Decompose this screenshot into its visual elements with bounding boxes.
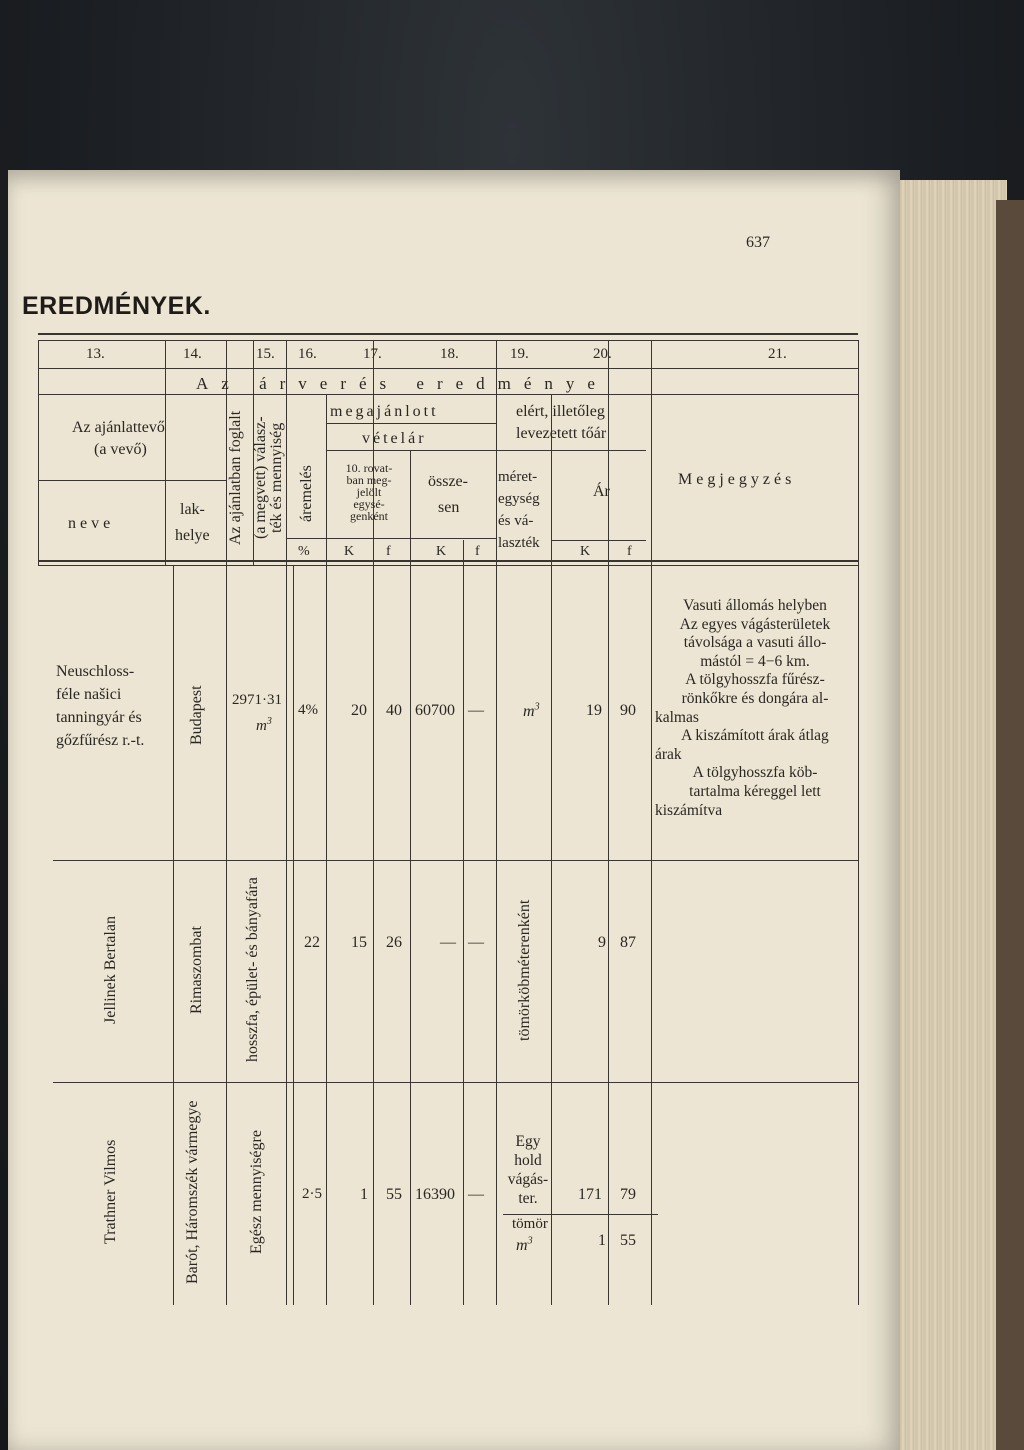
rule-kf: [286, 538, 496, 539]
vline-5: [286, 340, 287, 1305]
header-unit-price: 10. rovat- ban meg- jelölt egysé- genként: [345, 461, 393, 523]
row1-price-k: 19: [586, 702, 602, 719]
colnum-19: 19.: [510, 346, 529, 362]
row3-price2-k: 1: [598, 1232, 606, 1249]
row2-unit-f: 26: [386, 934, 402, 951]
header-achieved-2: levezetett tőár: [516, 425, 607, 442]
header-residence-2: helye: [175, 527, 210, 544]
row2-residence: Rimaszombat: [188, 926, 205, 1014]
row1-raise: 4%: [298, 702, 318, 718]
header-percent: %: [298, 544, 310, 559]
row2-price-f: 87: [620, 934, 636, 951]
row2-unit-k: 15: [351, 934, 367, 951]
vline-8: [410, 450, 411, 1305]
row1-unit-k: 20: [351, 702, 367, 719]
row3-raise: 2·5: [302, 1186, 322, 1202]
rule-row3-split: [503, 1214, 658, 1215]
colnum-14: 14.: [183, 346, 202, 362]
colnum-13: 13.: [86, 346, 105, 362]
rule-price: [326, 450, 496, 451]
header-col16b: ték és mennyiség: [268, 422, 285, 534]
header-achieved-1: elért, illetőleg: [516, 403, 605, 420]
row3-price2-f: 55: [620, 1232, 636, 1249]
row1-total-f: —: [468, 702, 484, 719]
row2-quantity: hosszfa, épület- és bányafára: [244, 877, 261, 1063]
header-k3: K: [580, 544, 591, 559]
vline-14: [858, 340, 859, 1305]
row1-quantity-unit: $m^3$: [256, 716, 272, 734]
book-cover-edge: [996, 200, 1024, 1450]
row2-measure-unit: tömörköbméterenként: [516, 899, 533, 1041]
header-total-1: össze-: [428, 473, 468, 490]
vline-11: [551, 395, 552, 1305]
row1-name: Neuschloss- féle našici tanningyár és gőzfűrész r.-t.: [56, 663, 145, 749]
header-k1: K: [344, 544, 355, 559]
vline-9: [463, 540, 464, 1305]
rule-achieved: [496, 450, 646, 451]
header-ar: Ár: [593, 483, 610, 500]
vline-1: [38, 340, 39, 565]
colnum-16: 16.: [298, 346, 317, 362]
row2-price-k: 9: [598, 934, 606, 951]
vline-10: [496, 340, 497, 1305]
row1-remarks: Vasuti állomás helyben Az egyes vágásterületek távolsága a vasuti állo- mástól = 4−6 km. A tölgyhosszfa fűrész- rönkőkre és dongára al- kalmas A kiszámított árak átlag árak A tölgyhosszfa köb- tartalma kéreggel lett kiszámítva: [655, 597, 831, 819]
header-total-2: sen: [438, 499, 460, 516]
rule-colnums: [38, 368, 858, 369]
page-heading: EREDMÉNYEK.: [22, 292, 211, 320]
vline-2b: [173, 565, 174, 1305]
rule-offered: [326, 423, 496, 424]
header-col15: Az ajánlatban foglalt: [227, 410, 244, 546]
header-raise: áremelés: [298, 465, 315, 523]
vline-6: [326, 395, 327, 1305]
row3-total-k: 16390: [415, 1186, 455, 1203]
book-page: [8, 170, 900, 1450]
colnum-21: 21.: [768, 346, 787, 362]
rule-top: [38, 333, 858, 335]
row3-measure-unit-2: tömör: [512, 1216, 548, 1232]
row3-unit-f: 55: [386, 1186, 402, 1203]
colnum-20: 20.: [593, 346, 612, 362]
rule-header-bottom-2: [38, 565, 858, 566]
row3-quantity: Egész mennyiségre: [248, 1130, 265, 1254]
row3-measure-unit-2b: $m^3$: [516, 1236, 533, 1255]
header-f1: f: [386, 544, 391, 559]
header-col16: (a megvett) válasz-: [252, 416, 269, 540]
colnum-18: 18.: [440, 346, 459, 362]
header-price: vételár: [362, 430, 427, 447]
page-number: 637: [746, 234, 770, 251]
vline-13: [651, 340, 652, 1305]
rule-top-2: [38, 340, 858, 341]
header-bidder-sub: (a vevő): [94, 441, 147, 458]
row3-residence: Barót, Háromszék vármegye: [184, 1100, 201, 1284]
row2-total-k: —: [440, 934, 456, 951]
row3-total-f: —: [468, 1186, 484, 1203]
colnum-15: 15.: [256, 346, 275, 362]
results-banner: Az árverés eredménye: [196, 374, 608, 393]
header-name: n e v e: [68, 515, 111, 532]
header-remarks: Megjegyzés: [678, 471, 796, 488]
row3-price-f: 79: [620, 1186, 636, 1203]
rule-header-bottom: [38, 560, 858, 562]
rule-kf2: [551, 540, 646, 541]
row3-measure-unit: Egy hold vágás- ter.: [507, 1133, 549, 1207]
header-unit: méret- egység és vá- laszték: [498, 469, 540, 551]
header-f2: f: [475, 544, 480, 559]
row2-name: Jellinek Bertalan: [102, 916, 119, 1024]
row3-price-k: 171: [578, 1186, 602, 1203]
row2-raise: 22: [304, 934, 320, 951]
row1-quantity: 2971·31: [232, 692, 282, 708]
row3-name: Trathner Vilmos: [102, 1139, 119, 1245]
row1-residence: Budapest: [188, 685, 205, 745]
rule-bidder: [38, 480, 226, 481]
rule-banner: [38, 394, 858, 395]
row2-total-f: —: [468, 934, 484, 951]
colnum-17: 17.: [363, 346, 382, 362]
row1-price-f: 90: [620, 702, 636, 719]
header-f3: f: [627, 544, 632, 559]
header-k2: K: [436, 544, 447, 559]
row1-total-k: 60700: [415, 702, 455, 719]
row1-measure-unit: $m^3$: [523, 702, 540, 721]
header-offered: megajánlott: [330, 403, 439, 420]
row1-unit-f: 40: [386, 702, 402, 719]
header-residence-1: lak-: [180, 501, 205, 518]
vline-5b: [293, 565, 294, 1305]
vline-2: [165, 340, 166, 565]
row3-unit-k: 1: [360, 1186, 368, 1203]
header-bidder: Az ajánlattevő: [72, 419, 165, 436]
